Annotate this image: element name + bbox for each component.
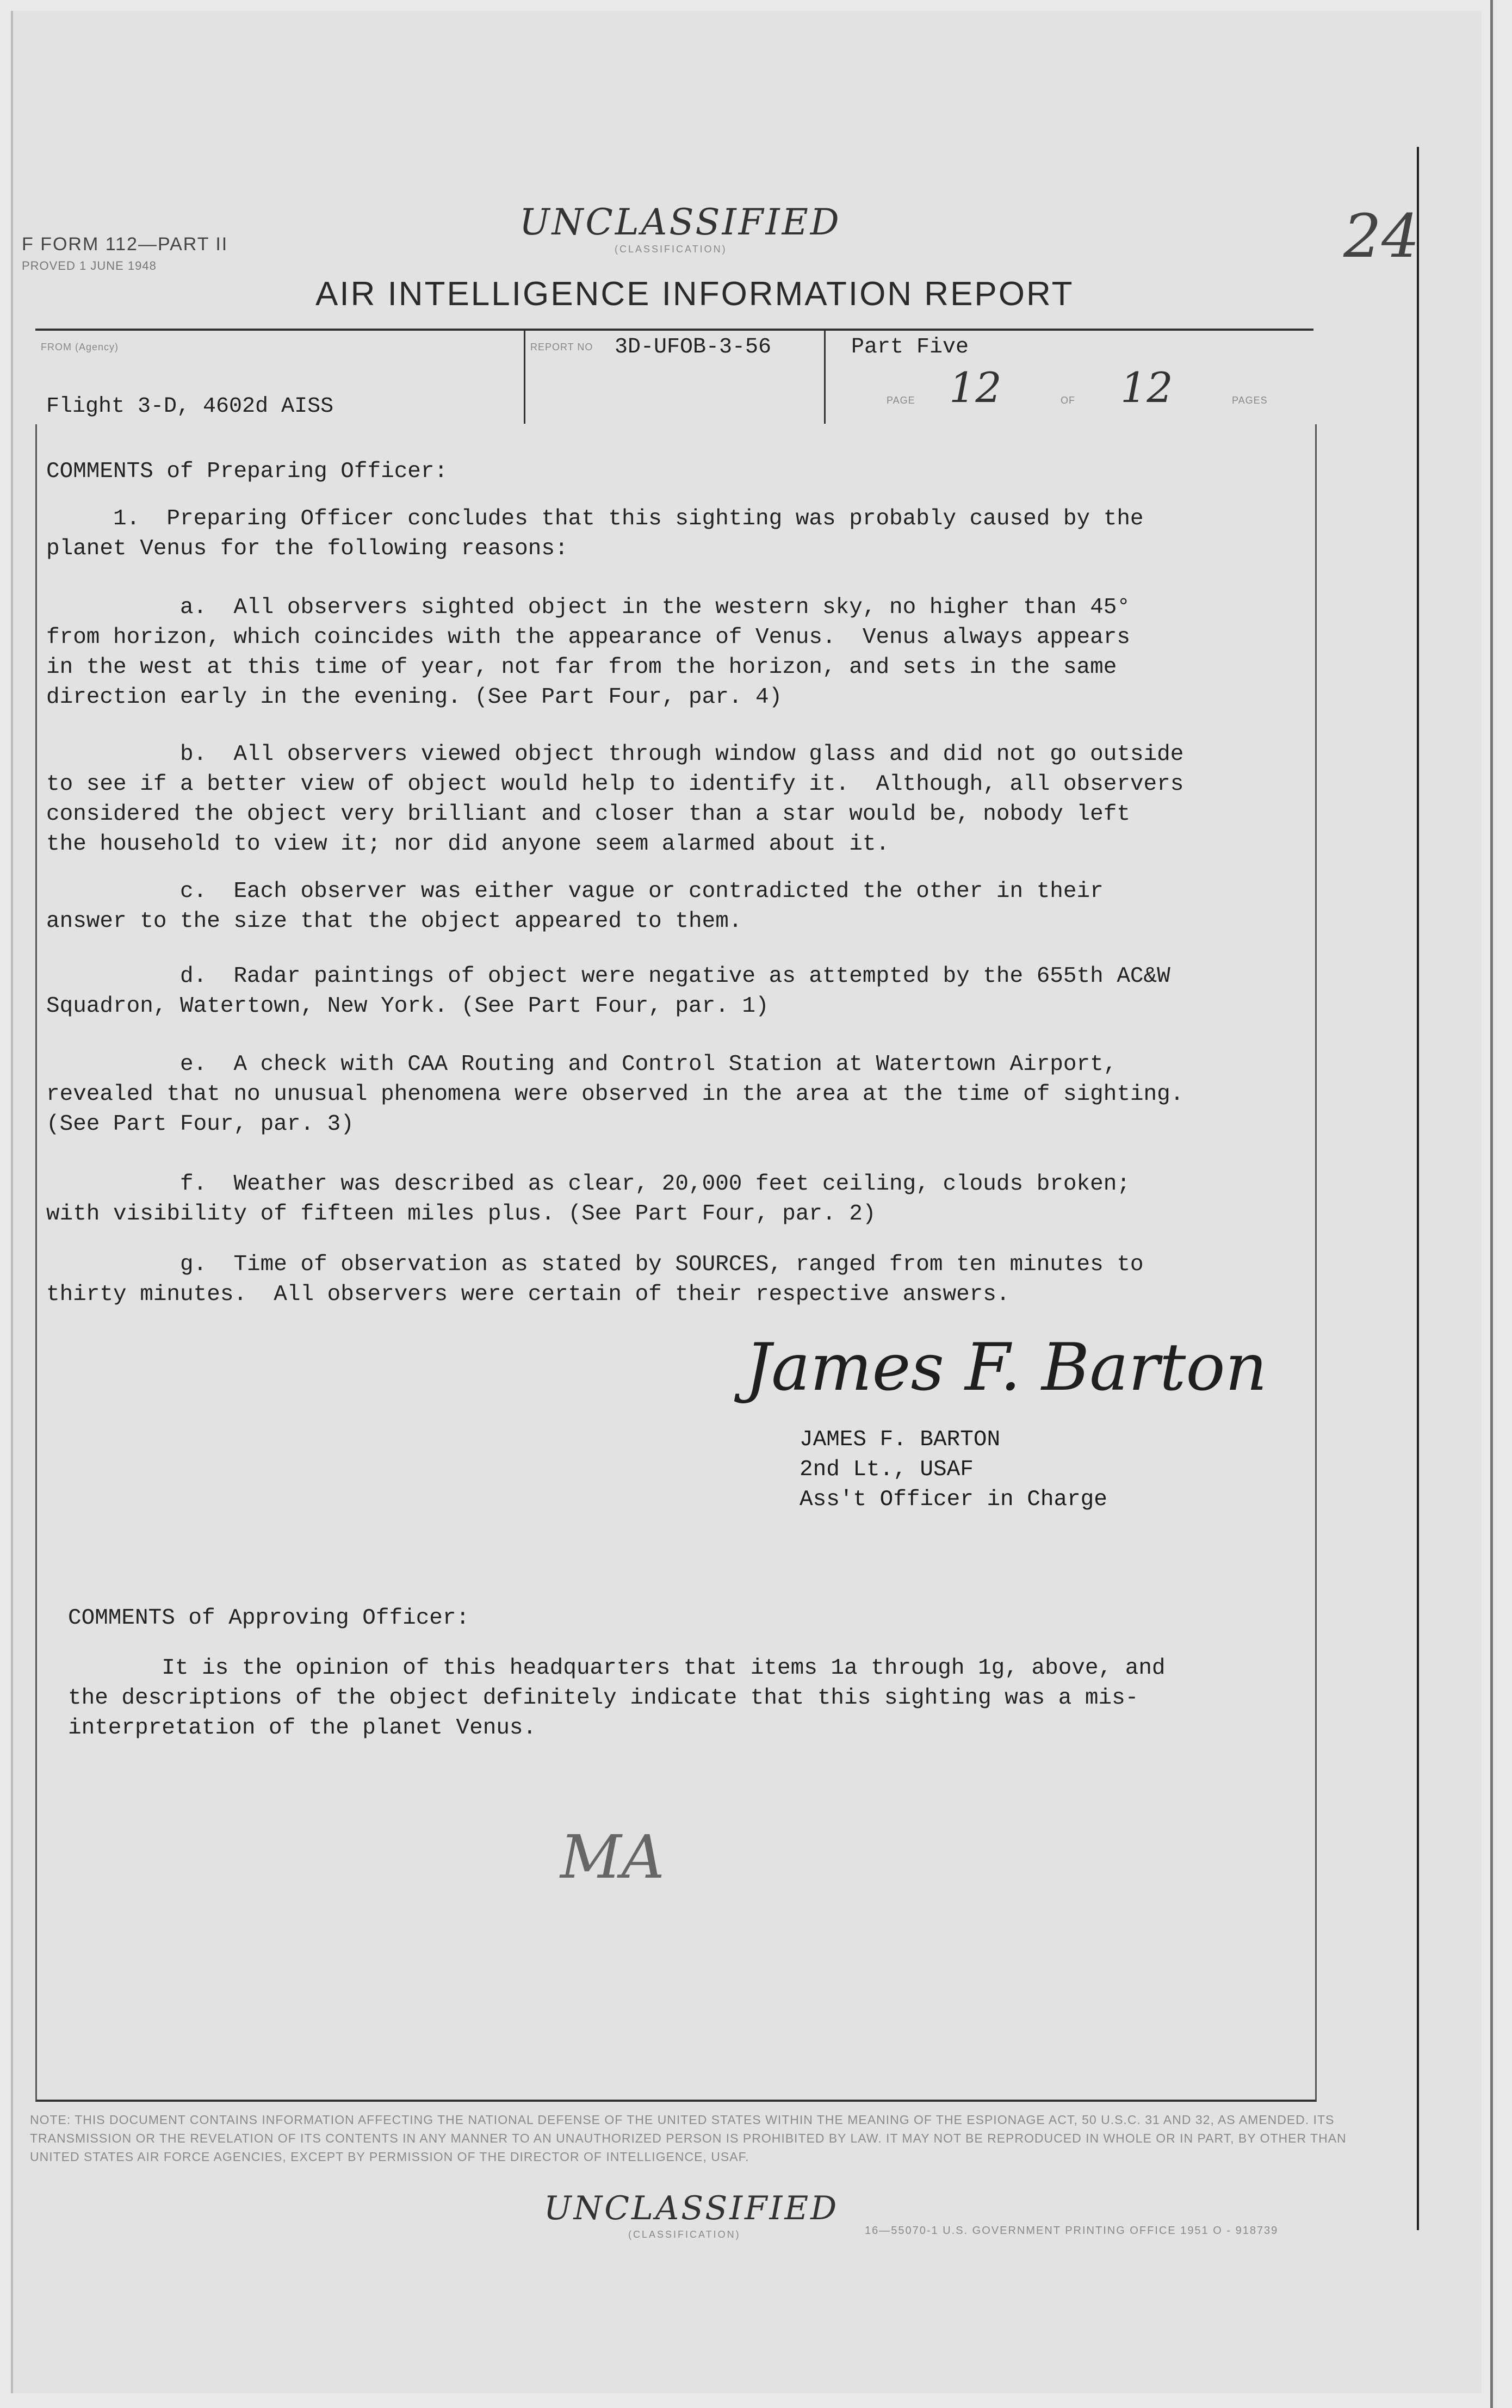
item-g: g. Time of observation as stated by SOURCES, ranged from ten minutes to thirty minutes. All observers were certain of their respective answers. [46,1252,1144,1307]
item-d: d. Radar paintings of object were negative as attempted by the 655th AC&W Squadron, Watertown, New York. (See Part Four, par. 1) [46,964,1170,1019]
page-label: PAGE [887,395,915,406]
signer-title: Ass't Officer in Charge [800,1487,1107,1512]
page-current: 12 [949,363,1002,412]
preparing-heading: COMMENTS of Preparing Officer: [46,459,448,484]
signer-name: JAMES F. BARTON [800,1427,1001,1452]
gpo-imprint: 16—55070-1 U.S. GOVERNMENT PRINTING OFFICE 1951 O - 918739 [865,2225,1279,2237]
paragraph-1: 1. Preparing Officer concludes that this sighting was probably caused by the planet Venus for the following reasons: [46,506,1144,561]
form-number: F FORM 112—PART II [22,234,228,255]
page-total: 12 [1120,363,1173,412]
item-c: c. Each observer was either vague or contradicted the other in their answer to the size that the object appeared to them. [46,879,1104,934]
right-edge-line [1417,147,1419,2230]
classification-top: UNCLASSIFIED [519,201,841,243]
report-no-value: 3D-UFOB-3-56 [615,335,772,360]
item-f: f. Weather was described as clear, 20,000 feet ceiling, clouds broken; with visibility of fifteen miles plus. (See Part Four, par. 2) [46,1172,1130,1227]
header-divider-2 [824,329,826,424]
page-of-label: OF [1061,395,1075,406]
far-right-edge-line [1490,0,1493,2408]
classification-bottom-caption: (CLASSIFICATION) [628,2229,741,2240]
from-value: Flight 3-D, 4602d AISS [46,394,334,419]
from-label: FROM (Agency) [41,342,119,352]
item-a: a. All observers sighted object in the western sky, no higher than 45° from horizon, which coincides with the appearance of Venus. Venus always appears in the west at this time of year, not far from the horizon, and sets in the same direction early in the evening. (See Part Four, par. 4) [46,595,1130,710]
approving-heading: COMMENTS of Approving Officer: [68,1606,470,1631]
pages-label: PAGES [1232,395,1268,406]
report-title: AIR INTELLIGENCE INFORMATION REPORT [315,275,1074,313]
signature-block [800,1425,1107,1515]
form-date: PROVED 1 JUNE 1948 [22,259,157,273]
approving-body: It is the opinion of this headquarters that items 1a through 1g, above, and the descriptions of the object definitely indicate that this sighting was a mis- interpretation of the planet Venus. [68,1656,1166,1741]
classification-bottom: UNCLASSIFIED [544,2189,839,2227]
report-no-label: REPORT NO [530,342,593,352]
part-label: Part Five [851,335,969,360]
item-e: e. A check with CAA Routing and Control Station at Watertown Airport, revealed that no unusual phenomena were observed in the area at the time of sighting. (See Part Four, par. 3) [46,1052,1184,1137]
page-mark: 24 [1343,201,1420,271]
header-divider-1 [524,329,525,424]
signer-rank: 2nd Lt., USAF [800,1457,974,1482]
handwritten-signature: James F. Barton [745,1330,1267,1406]
handwritten-initials: MA [560,1822,665,1892]
classification-top-caption: (CLASSIFICATION) [615,244,727,255]
item-b: b. All observers viewed object through window glass and did not go outside to see if a better view of object would help to identify it. Although, all observers considered the object very brilliant and closer than a star would be, nobody left the household to view it; nor did anyone seem alarmed about it. [46,742,1184,857]
security-notice: NOTE: THIS DOCUMENT CONTAINS INFORMATION AFFECTING THE NATIONAL DEFENSE OF THE UNITED STATES WITHIN THE MEANING OF THE ESPIONAGE ACT, 50 U.S.C. 31 AND 32, AS AMENDED. ITS TRANSMISSION OR THE REVELATION OF ITS CONTENTS IN ANY MANNER TO AN UNAUTHORIZED PERSON IS PROHIBITED BY LAW. IT MAY NOT BE REPRODUCED IN WHOLE OR IN PART, BY OTHER THAN UNITED STATES AIR FORCE AGENCIES, EXCEPT BY PERMISSION OF THE DIRECTOR OF INTELLIGENCE, USAF. [30,2113,1347,2164]
